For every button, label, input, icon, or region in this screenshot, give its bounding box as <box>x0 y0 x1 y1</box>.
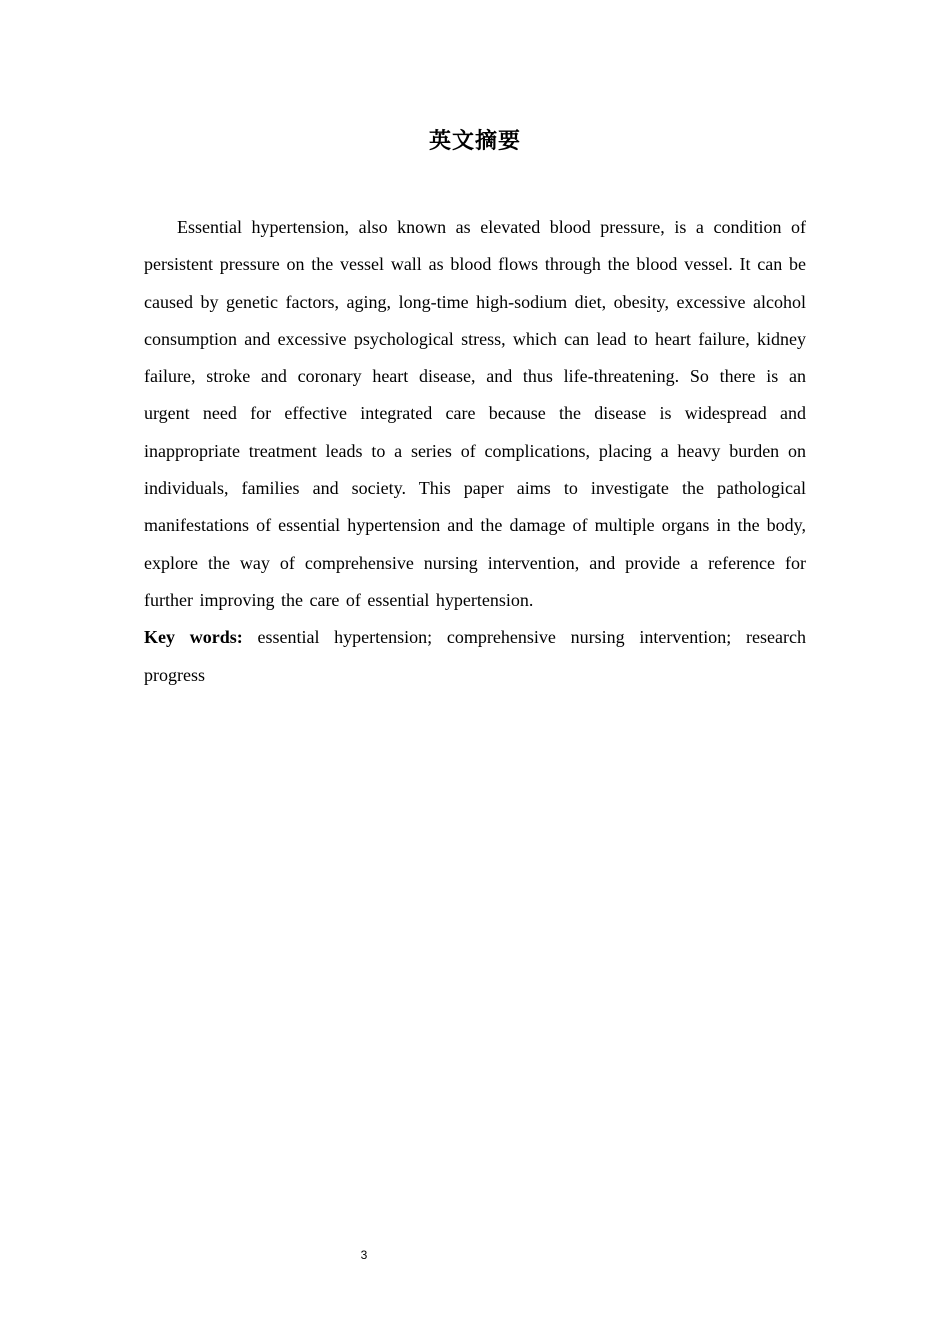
abstract-body <box>144 209 806 694</box>
abstract-paragraph: Essential hypertension, also known as elevated blood pressure, is a condition of persistent pressure on the vessel wall as blood flows through the blood vessel. It can be caused by genetic factors, aging, long-time high-sodium diet, obesity, excessive alcohol consumption and excessive psychological stress, which can lead to heart failure, kidney failure, stroke and coronary heart disease, and thus life-threatening. So there is an urgent need for effective integrated care because the disease is widespread and inappropriate treatment leads to a series of complications, placing a heavy burden on individuals, families and society. This paper aims to investigate the pathological manifestations of essential hypertension and the damage of multiple organs in the body, explore the way of comprehensive nursing intervention, and provide a reference for further improving the care of essential hypertension. <box>144 217 806 610</box>
keywords-line <box>144 619 806 694</box>
page-title: 英文摘要 <box>428 129 521 154</box>
page-number: 3 <box>360 1248 368 1262</box>
keywords-text: essential hypertension; comprehensive nursing intervention; research progress <box>144 627 806 685</box>
keywords-label: Key words: <box>144 627 243 648</box>
